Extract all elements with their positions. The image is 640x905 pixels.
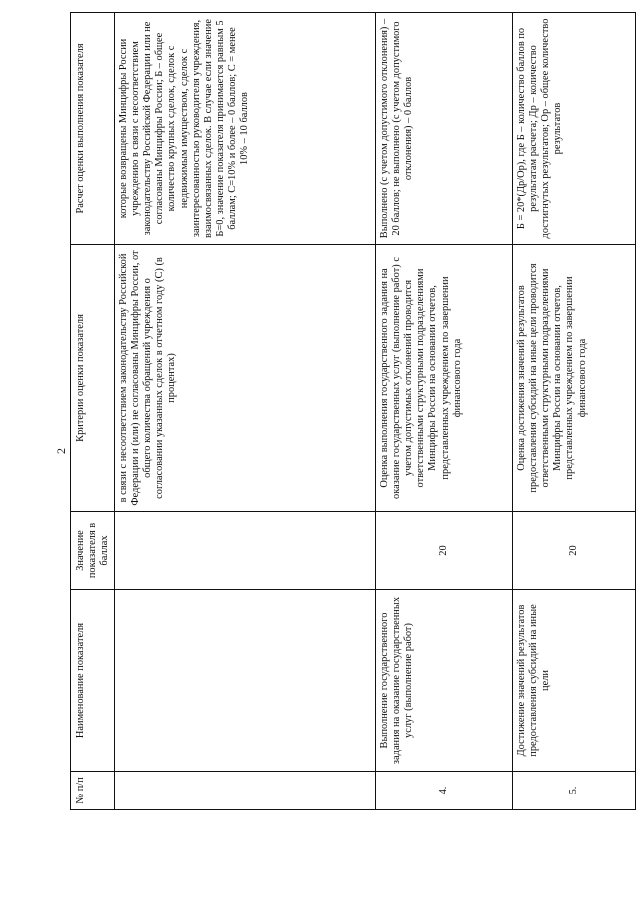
header-number: № п/п [71, 772, 115, 810]
table-row [376, 13, 513, 810]
indicators-table [70, 12, 636, 810]
row-indicator-name: Выполнение государственного задания на оказание государственных услуг (выполнение работ) [376, 590, 513, 772]
row-indicator-name: Достижение значений результатов предоставления субсидий на иные цели [513, 590, 636, 772]
row-calculation: Б = 20*(Др/Ор), где Б – количество баллов по результатам расчета; Др – количество достигнутых результатов; Ор – общее количество результатов [513, 13, 636, 245]
row-indicator-name [115, 590, 376, 772]
row-calculation: Выполнено (с учетом допустимого отклонения) – 20 баллов; не выполнено (с учетом допустимого отклонения) – 0 баллов [376, 13, 513, 245]
row-number [115, 772, 376, 810]
row-criteria: Оценка выполнения государственного задания на оказание государственных услуг (выполнение работ) с учетом допустимых отклонений проводится ответственными структурными подразделениями Минцифры России на основании отчетов, представленных учреждением по завершении финансового года [376, 245, 513, 512]
table-header-row [71, 13, 115, 810]
table-row [115, 13, 376, 810]
row-number: 5. [513, 772, 636, 810]
header-indicator-value: Значение показателя в баллах [71, 512, 115, 590]
row-number: 4. [376, 772, 513, 810]
header-criteria: Критерии оценки показателя [71, 245, 115, 512]
page-number: 2 [54, 448, 68, 454]
row-indicator-value: 20 [376, 512, 513, 590]
row-criteria: Оценка достижения значений результатов предоставления субсидий на иные цели проводится ответственными структурными подразделениями Минцифры России на основании отчетов, представленных учреждением по завершении финансового года [513, 245, 636, 512]
row-calculation: которые возвращены Минцифры России учреждению в связи с несоответствием законодательству Российской Федерации или не согласованы Минцифры России; Б – общее количество крупных сделок, сделок с недвижимым имуществом, сделок с заинтересованностью руководителя учреждения, взаимосвязанных сделок. В случае если значение Б=0, значение показателя принимается равным 5 баллам; С=10% и более – 0 баллов; С = менее 10% – 10 баллов [115, 13, 376, 245]
table-row [513, 13, 636, 810]
row-criteria: в связи с несоответствием законодательству Российской Федерации и (или) не согласованы Минцифры России, от общего количества обращений учреждения о согласовании указанных сделок в отчетном году (С) (в процентах) [115, 245, 376, 512]
header-calculation: Расчет оценки выполнения показателя [71, 13, 115, 245]
row-indicator-value [115, 512, 376, 590]
header-indicator-name: Наименование показателя [71, 590, 115, 772]
row-indicator-value: 20 [513, 512, 636, 590]
